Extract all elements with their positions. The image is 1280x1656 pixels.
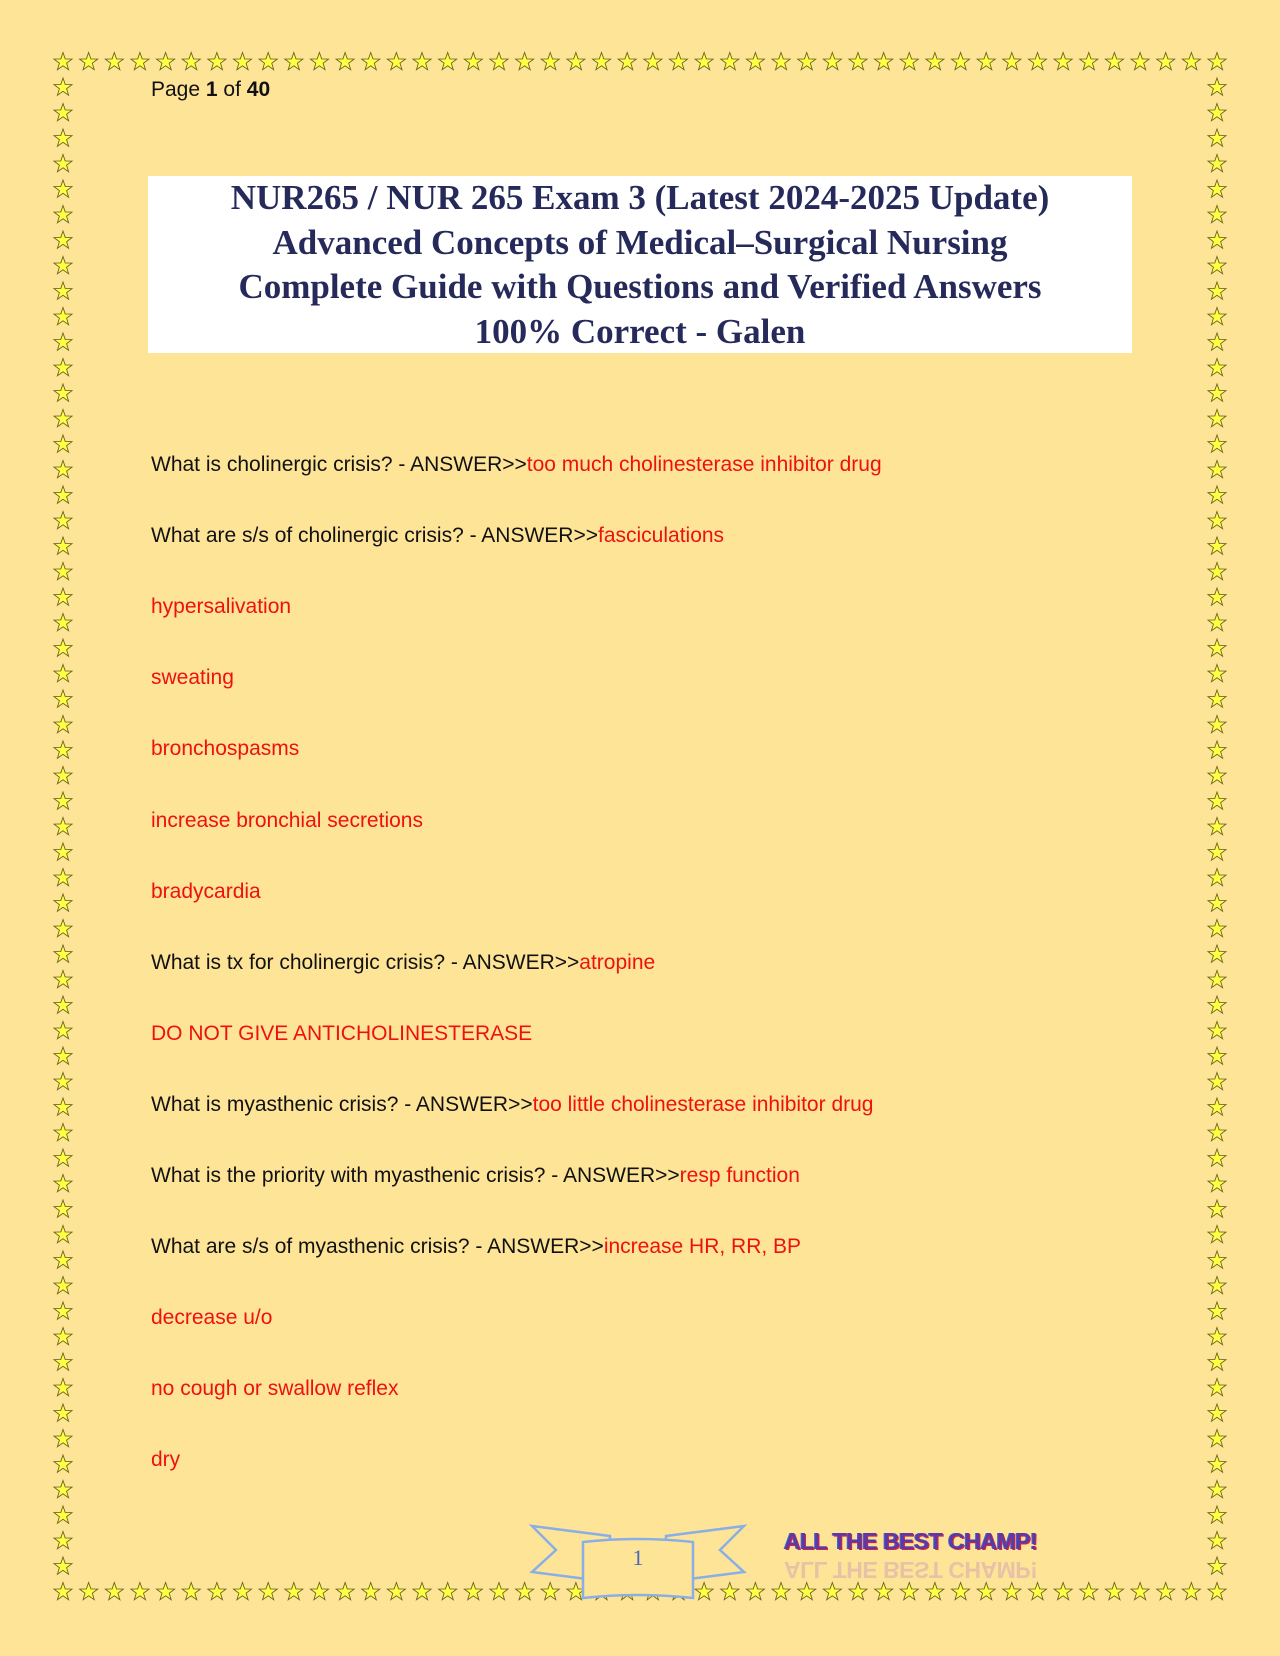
star-icon bbox=[1208, 614, 1226, 631]
star-icon bbox=[798, 53, 816, 70]
star-icon bbox=[54, 308, 72, 325]
star-icon bbox=[1208, 384, 1226, 401]
star-icon bbox=[1208, 741, 1226, 758]
star-icon bbox=[1157, 1583, 1175, 1600]
star-icon bbox=[1208, 1047, 1226, 1064]
star-icon bbox=[54, 1047, 72, 1064]
answer-text: sweating bbox=[151, 666, 234, 690]
star-icon bbox=[875, 53, 893, 70]
star-icon bbox=[1131, 53, 1149, 70]
star-icon bbox=[54, 537, 72, 554]
star-icon bbox=[54, 1073, 72, 1090]
star-icon bbox=[1208, 1302, 1226, 1319]
star-icon bbox=[1208, 716, 1226, 733]
star-icon bbox=[1208, 1353, 1226, 1370]
star-icon bbox=[54, 741, 72, 758]
star-icon bbox=[54, 1302, 72, 1319]
answer-text: DO NOT GIVE ANTICHOLINESTERASE bbox=[151, 1021, 533, 1045]
star-icon bbox=[1208, 333, 1226, 350]
star-icon bbox=[1029, 1583, 1047, 1600]
star-icon bbox=[54, 665, 72, 682]
star-icon bbox=[1208, 359, 1226, 376]
star-icon bbox=[54, 792, 72, 809]
star-icon bbox=[1208, 792, 1226, 809]
star-icon bbox=[157, 53, 175, 70]
star-icon bbox=[259, 53, 277, 70]
star-icon bbox=[875, 1583, 893, 1600]
star-icon bbox=[54, 1404, 72, 1421]
star-icon bbox=[54, 155, 72, 172]
star-icon bbox=[54, 1226, 72, 1243]
star-icon bbox=[54, 1175, 72, 1192]
question-text: What are s/s of cholinergic crisis? - ANSWER>> bbox=[151, 524, 598, 548]
star-icon bbox=[952, 1583, 970, 1600]
star-icon bbox=[567, 53, 585, 70]
answer-text: no cough or swallow reflex bbox=[151, 1377, 399, 1401]
star-icon bbox=[54, 945, 72, 962]
answer-text: too little cholinesterase inhibitor drug bbox=[532, 1092, 874, 1116]
answer-text: hypersalivation bbox=[151, 595, 292, 619]
star-icon bbox=[1208, 1506, 1226, 1523]
star-icon bbox=[1208, 665, 1226, 682]
star-icon bbox=[54, 1379, 72, 1396]
star-icon bbox=[1208, 1200, 1226, 1217]
star-icon bbox=[1208, 1098, 1226, 1115]
qa-line bbox=[151, 1235, 801, 1259]
star-icon bbox=[798, 1583, 816, 1600]
answer-text: increase bronchial secretions bbox=[151, 808, 423, 832]
star-icon bbox=[1208, 1455, 1226, 1472]
star-icon bbox=[1080, 53, 1098, 70]
star-icon bbox=[54, 180, 72, 197]
answer-text: atropine bbox=[579, 950, 656, 974]
star-icon bbox=[977, 53, 995, 70]
star-icon bbox=[182, 1583, 200, 1600]
star-icon bbox=[157, 1583, 175, 1600]
star-icon bbox=[259, 1583, 277, 1600]
star-icon bbox=[54, 894, 72, 911]
star-icon bbox=[54, 971, 72, 988]
star-icon bbox=[234, 53, 252, 70]
star-icon bbox=[131, 1583, 149, 1600]
question-text: What is the priority with myasthenic crisis? - ANSWER>> bbox=[151, 1164, 680, 1187]
star-icon bbox=[1208, 1430, 1226, 1447]
question-text: What are s/s of myasthenic crisis? - ANSWER>> bbox=[151, 1235, 604, 1259]
star-icon bbox=[362, 53, 380, 70]
star-icon bbox=[1131, 1583, 1149, 1600]
question-text: What is tx for cholinergic crisis? - ANSWER>> bbox=[151, 950, 580, 974]
star-icon bbox=[1208, 767, 1226, 784]
star-icon bbox=[593, 53, 611, 70]
star-icon bbox=[54, 843, 72, 860]
star-icon bbox=[1208, 1328, 1226, 1345]
star-icon bbox=[54, 384, 72, 401]
star-icon bbox=[1208, 563, 1226, 580]
star-icon bbox=[1208, 1532, 1226, 1549]
star-icon bbox=[1208, 435, 1226, 452]
star-icon bbox=[926, 53, 944, 70]
star-icon bbox=[54, 1557, 72, 1574]
star-icon bbox=[310, 1583, 328, 1600]
star-icon bbox=[336, 1583, 354, 1600]
star-icon bbox=[1208, 155, 1226, 172]
star-icon bbox=[1105, 1583, 1123, 1600]
star-icon bbox=[1208, 1277, 1226, 1294]
qa-line bbox=[151, 951, 655, 975]
star-icon bbox=[54, 767, 72, 784]
star-icon bbox=[1208, 410, 1226, 427]
star-icon bbox=[1208, 512, 1226, 529]
star-icon bbox=[464, 1583, 482, 1600]
star-icon bbox=[1208, 996, 1226, 1013]
star-icon bbox=[464, 53, 482, 70]
star-icon bbox=[849, 1583, 867, 1600]
star-icon bbox=[54, 129, 72, 146]
star-icon bbox=[362, 1583, 380, 1600]
star-icon bbox=[54, 1098, 72, 1115]
star-icon bbox=[1105, 53, 1123, 70]
star-icon bbox=[644, 53, 662, 70]
star-icon bbox=[1029, 53, 1047, 70]
star-icon bbox=[1208, 1073, 1226, 1090]
star-icon bbox=[336, 53, 354, 70]
star-icon bbox=[746, 53, 764, 70]
star-icon bbox=[1208, 971, 1226, 988]
star-icon bbox=[285, 53, 303, 70]
star-icon bbox=[54, 818, 72, 835]
star-icon bbox=[746, 1583, 764, 1600]
star-icon bbox=[1208, 1583, 1226, 1600]
star-icon bbox=[1208, 1175, 1226, 1192]
star-icon bbox=[54, 588, 72, 605]
star-icon bbox=[54, 461, 72, 478]
star-icon bbox=[310, 53, 328, 70]
star-icon bbox=[1157, 53, 1175, 70]
star-icon bbox=[1208, 461, 1226, 478]
star-icon bbox=[823, 1583, 841, 1600]
star-icon bbox=[1208, 1124, 1226, 1141]
question-text: What is myasthenic crisis? - ANSWER>> bbox=[151, 1092, 533, 1116]
star-icon bbox=[1208, 206, 1226, 223]
star-icon bbox=[54, 1481, 72, 1498]
star-icon bbox=[54, 1328, 72, 1345]
title-line: Advanced Concepts of Medical–Surgical Nursing bbox=[272, 222, 1008, 262]
star-icon bbox=[1208, 690, 1226, 707]
star-icon bbox=[54, 206, 72, 223]
star-icon bbox=[54, 1455, 72, 1472]
star-icon bbox=[1208, 818, 1226, 835]
star-icon bbox=[54, 78, 72, 95]
star-icon bbox=[387, 1583, 405, 1600]
qa-line bbox=[151, 809, 423, 833]
qa-line bbox=[151, 595, 291, 619]
star-icon bbox=[234, 1583, 252, 1600]
star-icon bbox=[182, 53, 200, 70]
star-icon bbox=[54, 257, 72, 274]
star-icon bbox=[54, 282, 72, 299]
star-icon bbox=[823, 53, 841, 70]
star-icon bbox=[849, 53, 867, 70]
star-icon bbox=[1182, 53, 1200, 70]
star-icon bbox=[541, 53, 559, 70]
qa-line bbox=[151, 524, 724, 548]
star-icon bbox=[695, 53, 713, 70]
star-icon bbox=[1208, 1226, 1226, 1243]
star-icon bbox=[1208, 78, 1226, 95]
star-icon bbox=[54, 869, 72, 886]
star-icon bbox=[387, 53, 405, 70]
star-icon bbox=[208, 1583, 226, 1600]
star-icon bbox=[1003, 1583, 1021, 1600]
slogan-reflection: ALL THE BEST CHAMP! bbox=[784, 1557, 1038, 1583]
star-icon bbox=[1208, 920, 1226, 937]
answer-text: too much cholinesterase inhibitor drug bbox=[526, 453, 882, 476]
star-icon bbox=[772, 1583, 790, 1600]
star-icon bbox=[1208, 588, 1226, 605]
title-line: 100% Correct - Galen bbox=[474, 311, 806, 351]
answer-text: dry bbox=[151, 1448, 181, 1472]
star-icon bbox=[54, 1506, 72, 1523]
star-icon bbox=[439, 1583, 457, 1600]
star-icon bbox=[54, 1200, 72, 1217]
slogan: ALL THE BEST CHAMP! bbox=[784, 1528, 1038, 1554]
star-icon bbox=[1208, 1481, 1226, 1498]
star-icon bbox=[54, 1532, 72, 1549]
star-icon bbox=[105, 1583, 123, 1600]
star-icon bbox=[1208, 180, 1226, 197]
star-icon bbox=[977, 1583, 995, 1600]
qa-line bbox=[151, 666, 234, 690]
star-icon bbox=[131, 53, 149, 70]
star-icon bbox=[1208, 231, 1226, 248]
star-icon bbox=[54, 563, 72, 580]
star-icon bbox=[54, 1022, 72, 1039]
star-icon bbox=[105, 53, 123, 70]
star-icon bbox=[80, 1583, 98, 1600]
star-icon bbox=[208, 53, 226, 70]
star-icon bbox=[1208, 129, 1226, 146]
question-text: What is cholinergic crisis? - ANSWER>> bbox=[151, 453, 527, 476]
star-icon bbox=[54, 996, 72, 1013]
star-icon bbox=[926, 1583, 944, 1600]
star-icon bbox=[54, 716, 72, 733]
star-icon bbox=[952, 53, 970, 70]
star-icon bbox=[1208, 1022, 1226, 1039]
qa-line bbox=[151, 880, 261, 904]
star-icon bbox=[54, 1124, 72, 1141]
answer-text: fasciculations bbox=[597, 524, 725, 548]
qa-line bbox=[151, 1448, 180, 1472]
star-icon bbox=[1208, 843, 1226, 860]
star-icon bbox=[54, 53, 72, 70]
qa-line bbox=[151, 453, 882, 477]
qa-line bbox=[151, 1377, 398, 1401]
star-icon bbox=[1208, 537, 1226, 554]
star-icon bbox=[54, 920, 72, 937]
title-line: Complete Guide with Questions and Verified Answers bbox=[238, 267, 1042, 306]
star-icon bbox=[1208, 257, 1226, 274]
star-icon bbox=[54, 333, 72, 350]
star-icon bbox=[490, 53, 508, 70]
star-icon bbox=[54, 1583, 72, 1600]
star-icon bbox=[1003, 53, 1021, 70]
star-icon bbox=[516, 53, 534, 70]
star-icon bbox=[54, 435, 72, 452]
star-icon bbox=[490, 1583, 508, 1600]
answer-text: bradycardia bbox=[151, 879, 261, 903]
star-icon bbox=[54, 486, 72, 503]
star-icon bbox=[54, 512, 72, 529]
star-icon bbox=[54, 639, 72, 656]
star-icon bbox=[54, 1353, 72, 1370]
star-icon bbox=[1208, 945, 1226, 962]
star-icon bbox=[54, 410, 72, 427]
star-icon bbox=[721, 53, 739, 70]
star-icon bbox=[285, 1583, 303, 1600]
star-icon bbox=[900, 53, 918, 70]
page-label: Page 1 of 40 bbox=[151, 78, 271, 101]
star-icon bbox=[772, 53, 790, 70]
page-number: 1 bbox=[632, 1545, 644, 1570]
answer-text: bronchospasms bbox=[151, 737, 300, 761]
star-icon bbox=[900, 1583, 918, 1600]
star-icon bbox=[1208, 1149, 1226, 1166]
document-title bbox=[148, 176, 1132, 353]
star-icon bbox=[1208, 1557, 1226, 1574]
star-icon bbox=[1182, 1583, 1200, 1600]
star-icon bbox=[54, 1149, 72, 1166]
star-icon bbox=[54, 1430, 72, 1447]
star-icon bbox=[1080, 1583, 1098, 1600]
star-icon bbox=[54, 104, 72, 121]
star-icon bbox=[1208, 53, 1226, 70]
star-icon bbox=[618, 53, 636, 70]
star-icon bbox=[1208, 639, 1226, 656]
star-icon bbox=[1054, 53, 1072, 70]
star-icon bbox=[54, 690, 72, 707]
star-icon bbox=[413, 1583, 431, 1600]
qa-line bbox=[151, 1093, 873, 1117]
star-icon bbox=[413, 53, 431, 70]
qa-line bbox=[151, 737, 299, 761]
answer-text: decrease u/o bbox=[151, 1306, 273, 1330]
star-icon bbox=[1054, 1583, 1072, 1600]
qa-line bbox=[151, 1164, 800, 1188]
star-icon bbox=[669, 53, 687, 70]
star-icon bbox=[1208, 282, 1226, 299]
answer-text: increase HR, RR, BP bbox=[603, 1235, 802, 1259]
star-icon bbox=[1208, 1404, 1226, 1421]
star-icon bbox=[439, 53, 457, 70]
qa-line bbox=[151, 1306, 272, 1330]
qa-line bbox=[151, 1022, 532, 1046]
star-icon bbox=[1208, 486, 1226, 503]
star-icon bbox=[54, 1251, 72, 1268]
title-line: NUR265 / NUR 265 Exam 3 (Latest 2024-2025 Update) bbox=[230, 178, 1050, 217]
star-icon bbox=[1208, 894, 1226, 911]
answer-text: resp function bbox=[679, 1164, 800, 1187]
star-icon bbox=[1208, 869, 1226, 886]
star-icon bbox=[54, 614, 72, 631]
star-icon bbox=[54, 1277, 72, 1294]
star-icon bbox=[1208, 1251, 1226, 1268]
star-icon bbox=[1208, 104, 1226, 121]
star-icon bbox=[80, 53, 98, 70]
star-icon bbox=[54, 231, 72, 248]
star-icon bbox=[1208, 1379, 1226, 1396]
star-icon bbox=[1208, 308, 1226, 325]
star-icon bbox=[54, 359, 72, 376]
